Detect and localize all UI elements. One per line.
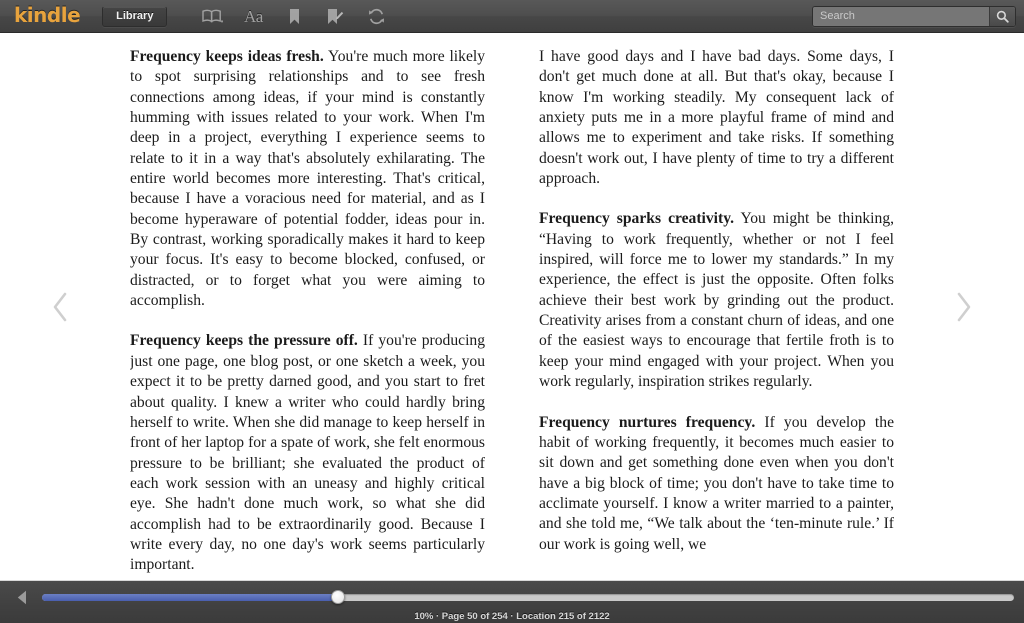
chevron-left-icon xyxy=(51,291,71,323)
view-mode-icon[interactable] xyxy=(200,4,224,28)
top-toolbar xyxy=(0,0,1024,33)
paragraph-body: You're much more likely to spot surprising relationships and to see fresh connections among ideas, if your mind is constantly humming with issues related to your work. When I'm deep in a project, everything I experience seems to relate to it in a way that's absolutely exhilarating. The entire world becomes more interesting. That's critical, because I have a voracious need for material, and as I become hyperaware of potential fodder, ideas pour in. By contrast, working sporadically makes it hard to keep your focus. It's easy to become blocked, confused, or distracted, or to forget what you were aiming to accomplish. xyxy=(130,48,485,310)
bookmark-icon[interactable] xyxy=(282,4,306,28)
progress-slider[interactable] xyxy=(42,594,1014,601)
paragraph-lead: Frequency nurtures frequency. xyxy=(539,413,756,431)
library-button[interactable] xyxy=(102,6,167,27)
reading-status-text: 10% · Page 50 of 254 · Location 215 of 2122 xyxy=(414,611,610,622)
progress-slider-thumb[interactable] xyxy=(331,590,345,604)
right-text-column xyxy=(539,47,894,580)
text-columns xyxy=(130,47,894,580)
progress-slider-row xyxy=(0,589,1024,605)
paragraph-body: You might be thinking, “Having to work frequently, whether or not I feel inspired, will force me to lower my standards.” In my experience, the effect is just the opposite. Often folks achieve their best work by grinding out the product. Creativity arises from a constant churn of ideas, and one of the easiest ways to encourage that fertile froth is to keep your mind engaged with your project. When you work regularly, inspiration strikes regularly. xyxy=(539,210,894,391)
paragraph-body: If you develop the habit of working frequently, it becomes much easier to sit down and get something done even when you don't have a big block of time; you don't have to take time to acclimate yourself. I know a writer married to a painter, and she told me, “We talk about the ‘ten-minute rule.’ If our work is going well, we xyxy=(539,413,894,553)
paragraph-lead: Frequency sparks creativity. xyxy=(539,210,735,228)
paragraph-body: If you're producing just one page, one blog post, or one sketch a week, you expect it to be pretty darned good, and you start to fret about quality. I knew a writer who could hardly bring herself to write. When she did manage to keep herself in front of her laptop for a spate of work, she felt enormous pressure to be brilliant; she evaluated the product of each work session with an uneasy and highly critical eye. She hadn't done much work, so what she did accomplish had to be extraordinarily good. Because I write every day, no one day's work seems particularly important. xyxy=(130,332,485,574)
library-button-label: Library xyxy=(116,10,154,22)
search-button[interactable] xyxy=(989,7,1015,26)
notes-icon[interactable] xyxy=(323,4,347,28)
left-text-column xyxy=(130,47,485,580)
reading-page xyxy=(0,33,1024,580)
paragraph-body: I have good days and I have bad days. Some days, I don't get much done at all. But that's okay, because I know I'm working steadily. My consequent lack of anxiety puts me in a more playful frame of mind and allows me to experiment and take risks. If something doesn't work out, I have plenty of time to try a different approach. xyxy=(539,48,894,188)
back-chevron-icon xyxy=(17,590,28,605)
kindle-logo: kindle xyxy=(14,3,81,27)
sync-icon[interactable] xyxy=(364,4,388,28)
chevron-right-icon xyxy=(953,291,973,323)
paragraph-lead: Frequency keeps the pressure off. xyxy=(130,332,358,350)
font-size-icon[interactable] xyxy=(241,4,265,28)
paragraph xyxy=(539,209,894,392)
search-input[interactable] xyxy=(813,7,989,26)
paragraph xyxy=(539,413,894,555)
search-icon xyxy=(996,10,1009,23)
paragraph xyxy=(130,47,485,311)
font-size-icon-label: Aa xyxy=(244,6,263,26)
search-box[interactable] xyxy=(812,6,1016,27)
paragraph xyxy=(130,331,485,575)
paragraph xyxy=(539,47,894,189)
bottom-status-bar xyxy=(0,580,1024,623)
next-page-button[interactable] xyxy=(944,283,982,331)
go-back-button[interactable] xyxy=(12,589,32,605)
toolbar-icon-group xyxy=(200,4,388,28)
previous-page-button[interactable] xyxy=(42,283,80,331)
paragraph-lead: Frequency keeps ideas fresh. xyxy=(130,48,324,65)
progress-slider-fill xyxy=(42,594,338,601)
